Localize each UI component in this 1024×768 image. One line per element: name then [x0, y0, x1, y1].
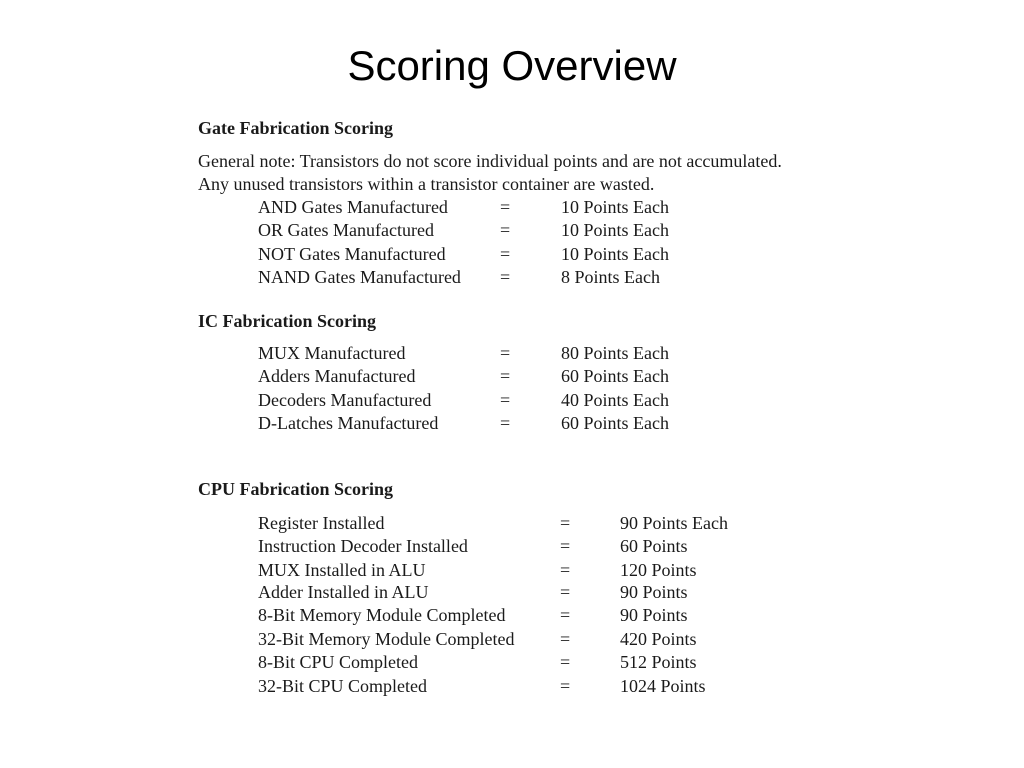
score-item: Decoders Manufactured	[258, 390, 432, 410]
slide-title: Scoring Overview	[347, 42, 677, 89]
score-value: 420 Points	[620, 629, 697, 649]
equals-sign: =	[560, 513, 571, 533]
score-item: 32-Bit Memory Module Completed	[258, 629, 515, 649]
score-value: 10 Points Each	[561, 197, 669, 217]
score-item: NAND Gates Manufactured	[258, 267, 461, 287]
score-value: 10 Points Each	[561, 244, 669, 264]
score-value: 80 Points Each	[561, 343, 669, 363]
score-value: 90 Points	[620, 582, 688, 602]
equals-sign: =	[500, 343, 511, 363]
general-note-line-1: General note: Transistors do not score individual points and are not accumulated.	[198, 151, 782, 171]
score-item: MUX Manufactured	[258, 343, 406, 363]
equals-sign: =	[500, 366, 511, 386]
score-value: 90 Points	[620, 605, 688, 625]
score-item: 8-Bit Memory Module Completed	[258, 605, 506, 625]
equals-sign: =	[500, 390, 511, 410]
score-item: AND Gates Manufactured	[258, 197, 448, 217]
gate-section-heading: Gate Fabrication Scoring	[198, 118, 393, 138]
equals-sign: =	[500, 267, 511, 287]
equals-sign: =	[560, 652, 571, 672]
equals-sign: =	[560, 582, 571, 602]
equals-sign: =	[500, 413, 511, 433]
score-value: 8 Points Each	[561, 267, 660, 287]
score-value: 90 Points Each	[620, 513, 728, 533]
score-item: Instruction Decoder Installed	[258, 536, 468, 556]
equals-sign: =	[560, 605, 571, 625]
score-value: 60 Points Each	[561, 366, 669, 386]
general-note-line-2: Any unused transistors within a transistor container are wasted.	[198, 174, 655, 194]
ic-section-heading: IC Fabrication Scoring	[198, 311, 376, 331]
equals-sign: =	[560, 560, 571, 580]
score-item: 32-Bit CPU Completed	[258, 676, 428, 696]
score-value: 60 Points	[620, 536, 688, 556]
score-value: 60 Points Each	[561, 413, 669, 433]
equals-sign: =	[500, 197, 511, 217]
score-item: OR Gates Manufactured	[258, 220, 434, 240]
score-item: Adder Installed in ALU	[258, 582, 429, 602]
score-value: 1024 Points	[620, 676, 706, 696]
equals-sign: =	[560, 629, 571, 649]
score-value: 40 Points Each	[561, 390, 669, 410]
cpu-section-heading: CPU Fabrication Scoring	[198, 479, 393, 499]
equals-sign: =	[500, 244, 511, 264]
score-value: 10 Points Each	[561, 220, 669, 240]
score-item: Register Installed	[258, 513, 385, 533]
equals-sign: =	[560, 676, 571, 696]
equals-sign: =	[500, 220, 511, 240]
score-item: Adders Manufactured	[258, 366, 416, 386]
score-item: 8-Bit CPU Completed	[258, 652, 419, 672]
score-item: MUX Installed in ALU	[258, 560, 426, 580]
equals-sign: =	[560, 536, 571, 556]
score-item: D-Latches Manufactured	[258, 413, 439, 433]
score-item: NOT Gates Manufactured	[258, 244, 446, 264]
score-value: 120 Points	[620, 560, 697, 580]
score-value: 512 Points	[620, 652, 697, 672]
